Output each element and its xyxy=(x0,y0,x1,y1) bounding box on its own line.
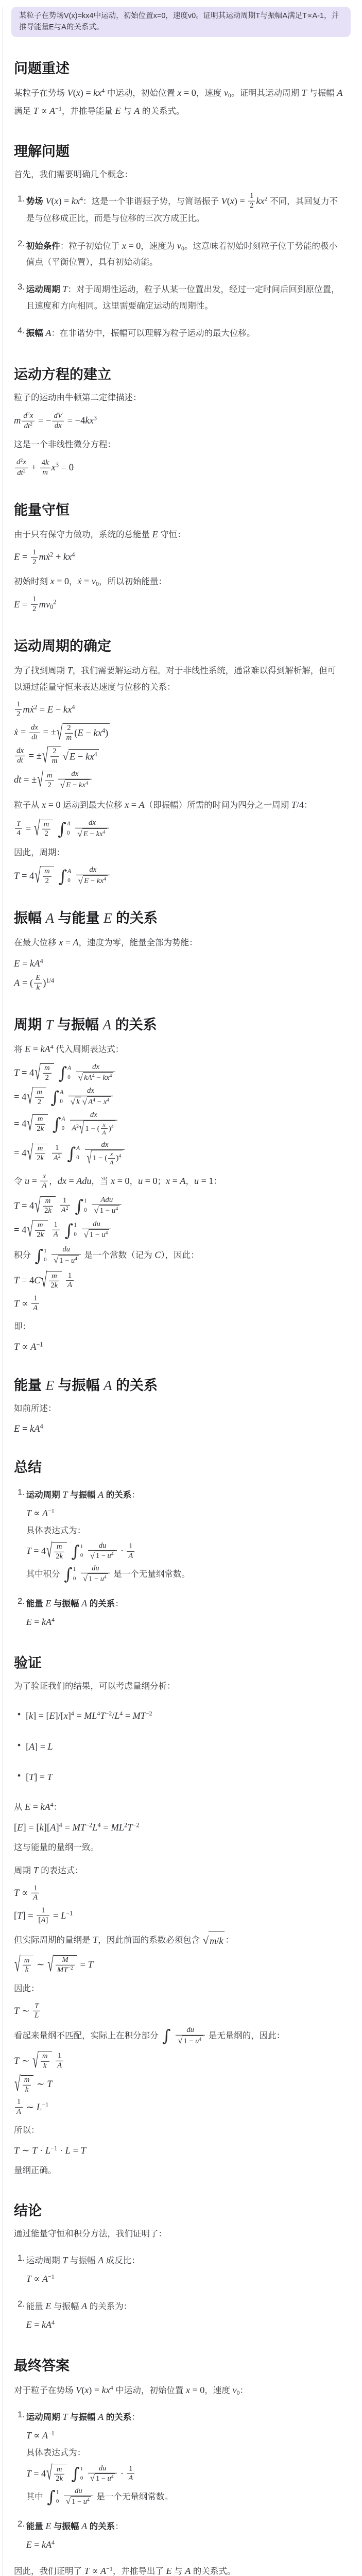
math-line xyxy=(14,1268,343,1292)
paragraph: 为了验证我们的结果，可以考虑量纲分析： xyxy=(14,1682,176,1691)
formula: A xyxy=(337,88,343,98)
formula: x = 0 xyxy=(122,240,141,251)
formula: A = ( $\frac{E}{k}$ )$^{1/4}$ xyxy=(14,973,55,992)
formula: A xyxy=(185,2565,191,2576)
formula: T ∝ $\frac{1}{A}$ xyxy=(14,1888,40,1899)
paragraph: 通过能量守恒和积分方法，我们证明了： xyxy=(14,2229,167,2239)
math-line xyxy=(14,1217,343,1242)
math-block xyxy=(14,596,343,615)
formula: T ∼ $T \cdot L^{-1} \cdot L = T$ xyxy=(14,2144,86,2157)
list-item xyxy=(18,2407,343,2509)
formula: $E = kA^4$ xyxy=(26,2318,55,2330)
math-line xyxy=(26,2465,343,2484)
formula: A xyxy=(98,2255,104,2265)
list-item-content xyxy=(26,2296,343,2334)
formula: x = 0 xyxy=(177,88,196,98)
formula: A xyxy=(98,2412,104,2422)
list-item xyxy=(18,2250,343,2289)
formula: A xyxy=(102,1016,112,1032)
formula: $E = kA^4$ xyxy=(26,2538,55,2550)
list-item-text: 振幅 A：在非谐势中，振幅可以理解为粒子运动的最大位移。 xyxy=(26,328,255,338)
formula: $T \propto A^{-1}$ xyxy=(26,1507,55,1518)
paragraph: 周期 T 的表达式： xyxy=(14,1865,83,1875)
math-block xyxy=(14,957,343,993)
formula: ∫ 1 0 du √ $1 - u^4$ xyxy=(62,1569,111,1579)
math-block xyxy=(14,701,343,791)
paragraph: 粒子的运动由牛顿第二定律描述： xyxy=(14,393,142,402)
list-item-text xyxy=(26,1707,343,1724)
formula: V(x) = $\frac{1}{2}$ $kx^2$ xyxy=(221,192,268,210)
paragraph: 积分 ∫ 1 0 du √ $1 - u^4$ 是一个常数（记为 C），因此： xyxy=(14,1245,199,1265)
list-item-content xyxy=(26,1737,343,1756)
math-line xyxy=(14,1084,343,1109)
section-heading: 周期 T 与振幅 A 的关系 xyxy=(14,1016,157,1032)
formula: $E = kA^4$ xyxy=(14,957,43,970)
list-item-content xyxy=(26,236,343,272)
list-number: 1. xyxy=(18,1487,25,1497)
list-number: 2. xyxy=(18,2519,25,2529)
formula: dt = ± √ $\frac{m}{2}$ dx √ $E - kx^4$ xyxy=(14,774,93,785)
formula: $[k] = [E]/[x]^4 = ML^4T^{-2}/L^4 = MT^{-2}$ xyxy=(26,1709,152,1721)
list-item-content xyxy=(26,1706,343,1725)
list-item xyxy=(18,2296,343,2334)
list-item-content xyxy=(26,1485,343,1586)
formula: A xyxy=(134,105,140,116)
formula: T xyxy=(62,284,68,295)
formula: $v_0$ xyxy=(177,240,184,252)
section-heading: 验证 xyxy=(14,1655,42,1671)
formula: = 4 √ $\frac{m}{2k}$ $\frac{1}{A^2}$ ∫ A 0 dx √ 1 − ( $\frac{x}{A}$ )$^4$ xyxy=(14,1148,126,1159)
formula: A xyxy=(81,1598,88,1609)
formula: A xyxy=(81,2520,88,2531)
formula: T/4 xyxy=(291,799,304,810)
math-block xyxy=(14,816,343,840)
math-line xyxy=(14,1885,343,1904)
paragraph: 看起来量纲不匹配，实际上在积分部分 ∫ du √ $1 - u^4$ 是无量纲的，因此： xyxy=(14,2025,285,2046)
list-item xyxy=(18,236,343,272)
formula: $T \propto A^{-1}$ xyxy=(26,2273,55,2284)
formula: [T] = $\frac{1}{[A]}$ = $L^{-1}$ xyxy=(14,1906,73,1924)
list-item-text: 运动周期 T：对于周期性运动，粒子从某一位置出发，经过一定时间后回到原位置，且速度和方向相同。这里需要确定运动的周期性。 xyxy=(26,284,340,311)
formula: A xyxy=(98,1489,104,1500)
list-item xyxy=(18,2516,343,2554)
math-block xyxy=(14,2003,343,2022)
list-item-text: 能量 E 与振幅 A 的关系： xyxy=(26,1598,124,1609)
math-line xyxy=(14,1141,343,1167)
list-item-text: 其中 ∫ 1 0 du √ $1 - u^4$ 是一个无量纲常数。 xyxy=(26,2486,173,2506)
list-number: 2. xyxy=(18,239,25,248)
paragraph: 将 $E = kA^4$ 代入周期表达式： xyxy=(14,1043,124,1054)
formula: A xyxy=(45,328,51,338)
math-line xyxy=(26,2429,343,2443)
math-block xyxy=(14,2144,343,2158)
formula: $V(x) = kx^4$ xyxy=(76,2384,113,2396)
list-item xyxy=(18,1767,343,1787)
math-line xyxy=(14,2072,343,2096)
formula: $T \propto A^{-1}$ xyxy=(33,105,62,116)
section-heading: 运动方程的建立 xyxy=(14,366,111,382)
section-heading: 能量 E 与振幅 A 的关系 xyxy=(14,1378,158,1393)
formula: x = A xyxy=(59,937,79,948)
formula: E xyxy=(115,105,121,116)
paragraph: 量纲正确。 xyxy=(14,2166,57,2176)
math-line xyxy=(14,1060,343,1084)
formula: T xyxy=(62,2255,68,2265)
user-message-bubble: 某粒子在势场V(x)=kx4中运动，初始位置x=0，速度v0。证明其运动周期T与振幅A满足T∝A-1，并推导能量E与A的关系式。 xyxy=(11,7,351,37)
formula: T = 4 √ $\frac{m}{2k}$ ∫ 1 0 du √ $1 - u^4$ · $\frac{1}{A}$ xyxy=(26,1546,136,1556)
math-line xyxy=(26,2318,343,2331)
list-item-text: 运动周期 T 与振幅 A 成反比： xyxy=(26,2255,140,2265)
formula: $V(x) = kx^4$ xyxy=(45,194,83,206)
paragraph: 从 $E = kA^4$： xyxy=(14,1800,62,1812)
list-number: 1. xyxy=(18,194,25,204)
formula: = 4 √ $\frac{m}{2k}$ ∫ A 0 dx $A^2$ √ 1 − ( $\frac{x}{A}$ )$^4$ xyxy=(14,1118,118,1129)
formula: = 4 √ $\frac{m}{2k}$ $\frac{1}{A}$ ∫ 1 0 du √ $1 - u^4$ xyxy=(14,1225,112,1235)
math-line xyxy=(14,412,343,432)
bullet-icon: • xyxy=(18,1709,21,1720)
list-item-text: 能量 E 与振幅 A 的关系为： xyxy=(26,2300,132,2311)
list-item-content xyxy=(26,2407,343,2509)
paragraph: 某粒子在势场 $V(x) = kx^4$ 中运动，初始位置 x = 0，速度 $v_0$。证明其运动周期 T 与振幅 A 满足 $T \propto A^{-1}$，并推导能量 E 与 A 的关系式。 xyxy=(14,87,343,116)
paragraph: 在最大位移 x = A，速度为零，能量全部为势能： xyxy=(14,937,198,948)
assistant-response xyxy=(0,60,362,2576)
formula: ẋ = $\frac{dx}{dt}$ = ± √ $\frac{2}{m}$ $(E - kx^4)$ xyxy=(14,727,110,738)
math-block xyxy=(14,1268,343,1314)
list-item xyxy=(18,1706,343,1725)
section-heading: 结论 xyxy=(14,2202,42,2218)
formula: T xyxy=(301,88,307,98)
paragraph: 如前所述： xyxy=(14,1404,57,1414)
list-item-content xyxy=(26,323,343,343)
math-block xyxy=(14,1193,343,1242)
formula: x = 0 xyxy=(42,799,61,810)
formula: √ $\frac{m}{k}$ ∼ √ $\frac{M}{MT^{-2}}$ = T xyxy=(14,1953,93,1976)
list-item-content xyxy=(26,279,343,315)
formula: T xyxy=(93,1934,98,1945)
math-line xyxy=(14,1422,343,1436)
math-line xyxy=(14,770,343,791)
list-number: 1. xyxy=(18,2410,25,2420)
list-number: 1. xyxy=(18,2253,25,2263)
section-heading: 理解问题 xyxy=(14,143,70,159)
formula: m $\frac{d^2x}{dt^2}$ = − $\frac{dV}{dx}$ = $-4kx^3$ xyxy=(14,411,97,430)
list-item-content xyxy=(26,1767,343,1787)
numbered-list xyxy=(18,2250,343,2335)
math-line xyxy=(14,1907,343,1926)
math-line xyxy=(14,816,343,840)
math-line xyxy=(14,1821,343,1835)
math-line xyxy=(26,2272,343,2285)
list-number: 2. xyxy=(18,2299,25,2309)
list-number: 4. xyxy=(18,326,25,336)
math-line xyxy=(14,2098,343,2117)
formula: u = $\frac{x}{A}$ xyxy=(25,1176,49,1186)
list-item xyxy=(18,279,343,315)
list-item-text: 具体表达式为： xyxy=(26,2448,86,2458)
formula: $\frac{1}{2}$ mẋ$^2$ = $E - kx^4$ xyxy=(14,704,75,715)
formula: T xyxy=(62,2412,68,2422)
formula: ∫ 1 0 du √ $1 - u^4$ xyxy=(33,1250,82,1260)
paragraph: 因此： xyxy=(14,1984,40,1993)
formula: u = 1 xyxy=(194,1175,214,1186)
section-heading: 总结 xyxy=(14,1460,42,1476)
section-heading: 运动周期的确定 xyxy=(14,638,111,654)
paragraph: 粒子从 x = 0 运动到最大位移 x = A（即振幅）所需的时间为四分之一周期 T/4： xyxy=(14,799,313,810)
numbered-list xyxy=(18,1485,343,1632)
formula: ∫ 1 0 du √ $1 - u^4$ xyxy=(45,2491,94,2501)
math-line xyxy=(26,1616,343,1629)
formula: x = 0 xyxy=(111,1175,130,1186)
list-item-content xyxy=(26,191,343,228)
formula: E = $\frac{1}{2}$ $mv_0^2$ xyxy=(14,595,57,613)
formula: C xyxy=(154,1250,161,1261)
math-block xyxy=(14,458,343,478)
formula: $\frac{d^2x}{dt^2}$ + $\frac{4k}{m}$ $x^3 = 0$ xyxy=(14,462,74,473)
list-number: 3. xyxy=(18,282,25,292)
formula: $\frac{1}{A}$ ∼ $L^{-1}$ xyxy=(14,2102,48,2113)
list-item-text: 势场 $V(x) = kx^4$：这是一个非谐振子势，与简谐振子 V(x) = $\frac{1}{2}$ $kx^2$ 不同，其回复力不是与位移成正比，而是与位移的三次方成正比。 xyxy=(26,192,338,224)
formula: ∫ du √ $1 - u^4$ xyxy=(161,2030,206,2041)
paragraph: 但实际周期的量纲是 T，因此前面的系数必须包含 √ m/k ： xyxy=(14,1931,343,1950)
math-line xyxy=(14,974,343,993)
chat-panel xyxy=(0,7,362,2576)
section-heading: 振幅 A 与能量 E 的关系 xyxy=(14,910,158,926)
formula: x = A xyxy=(166,1175,186,1186)
list-item xyxy=(18,323,343,343)
formula: ẋ = $v_0$ xyxy=(77,576,99,588)
formula: T ∼ $\frac{T}{L}$ xyxy=(14,2006,41,2016)
formula: A xyxy=(104,1378,112,1393)
math-line xyxy=(14,863,343,888)
formula: E xyxy=(152,529,158,539)
list-item-text xyxy=(26,1768,343,1786)
math-line xyxy=(26,2538,343,2551)
formula: E xyxy=(104,910,112,926)
list-item-text: 初始条件：粒子初始位于 x = 0，速度为 $v_0$。这意味着初始时刻粒子位于势能的极小值点（平衡位置），具有初始动能。 xyxy=(26,240,337,267)
math-line xyxy=(14,2144,343,2158)
section-heading: 问题重述 xyxy=(14,60,70,76)
formula: $T \propto A^{-1}$ xyxy=(14,1341,43,1353)
math-block xyxy=(14,1885,343,1926)
math-block xyxy=(14,1821,343,1835)
paragraph: 这与能量的量纲一致。 xyxy=(14,1843,99,1853)
formula: $E = kA^4$ xyxy=(25,1043,54,1054)
bullet-icon: • xyxy=(18,1770,21,1781)
math-line xyxy=(26,1506,343,1520)
list-item-content xyxy=(26,2250,343,2289)
formula: $V(x) = kx^4$ xyxy=(67,87,105,98)
paragraph: 初始时刻 x = 0，ẋ = $v_0$，所以初始能量： xyxy=(14,576,167,588)
bullet-icon: • xyxy=(18,1739,21,1750)
math-line xyxy=(14,1193,343,1217)
math-line xyxy=(14,701,343,720)
formula: T = 4 √ $\frac{m}{2k}$ $\frac{1}{A^2}$ ∫ 1 0 Adu √ $1 - u^4$ xyxy=(14,1200,123,1211)
list-item-content xyxy=(26,1594,343,1632)
paragraph: 首先，我们需要明确几个概念： xyxy=(14,170,133,179)
formula: E xyxy=(45,2300,51,2311)
section-heading: 能量守恒 xyxy=(14,502,70,518)
list-item-text: 具体表达式为： xyxy=(26,1526,86,1535)
math-line xyxy=(14,743,343,768)
list-item xyxy=(18,191,343,228)
formula: $E = kA^4$ xyxy=(26,1616,55,1628)
list-item xyxy=(18,1737,343,1756)
math-line xyxy=(14,2048,343,2073)
paragraph: 所以： xyxy=(14,2125,40,2135)
math-line xyxy=(14,1955,343,1976)
math-block xyxy=(14,1422,343,1436)
math-line xyxy=(14,596,343,615)
formula: = 4 √ $\frac{m}{2}$ ∫ A 0 dx √ k √ $A^4 - x^4$ xyxy=(14,1092,114,1103)
formula: $v_0$ xyxy=(232,2385,240,2397)
paragraph: 因此，周期： xyxy=(14,848,65,857)
paragraph: 对于粒子在势场 $V(x) = kx^4$ 中运动，初始位置 x = 0，速度 $v_0$： xyxy=(14,2384,248,2397)
math-block xyxy=(14,1340,343,1354)
formula: A xyxy=(45,910,55,926)
math-block xyxy=(14,1060,343,1167)
formula: x = 0 xyxy=(50,576,70,587)
math-block xyxy=(14,863,343,888)
formula: √ $\frac{m}{k}$ ∼ T xyxy=(14,2072,53,2096)
formula: $[E] = [k][A]^4 = MT^{-2}L^4 = ML^2T^{-2}$ xyxy=(14,1821,140,1834)
formula: A xyxy=(81,2300,88,2311)
formula: T = 4 √ $\frac{m}{2}$ ∫ A 0 dx √ $E - kx^4$ xyxy=(14,871,111,882)
paragraph: 因此，我们证明了 $T \propto A^{-1}$，并推导出了 E 与 A 的关系式。 xyxy=(14,2565,236,2576)
math-line xyxy=(14,720,343,744)
list-item-text: 运动周期 T 与振幅 A 的关系： xyxy=(26,1489,140,1500)
formula: $E = kA^4$ xyxy=(14,1422,43,1435)
formula: E xyxy=(166,2565,172,2576)
paragraph: 令 u = $\frac{x}{A}$ ，dx = Adu，当 x = 0，u = 0；x = A，u = 1： xyxy=(14,1172,222,1190)
formula: dx = Adu xyxy=(57,1175,92,1186)
formula: [A] = L xyxy=(26,1741,53,1752)
formula: u = 0 xyxy=(138,1175,158,1186)
math-line xyxy=(14,549,343,568)
formula: $\frac{dx}{dt}$ = ± √ $\frac{2}{m}$ √ $E - kx^4$ xyxy=(14,751,99,761)
paragraph: 为了找到周期 T，我们需要解运动方程。对于非线性系统，通常难以得到解析解，但可以通过能量守恒来表达速度与位移的关系： xyxy=(14,665,336,692)
formula: x = 0 xyxy=(185,2385,205,2396)
math-block xyxy=(14,1955,343,1976)
list-item-content xyxy=(26,2516,343,2554)
section-heading: 最终答案 xyxy=(14,2358,70,2374)
math-line xyxy=(26,1542,343,1562)
list-item xyxy=(18,1485,343,1586)
formula: $T \propto A^{-1}$ xyxy=(84,2565,113,2576)
math-line xyxy=(14,2003,343,2022)
formula: T = 4 √ $\frac{m}{2k}$ ∫ 1 0 du √ $1 - u^4$ · $\frac{1}{A}$ xyxy=(26,2468,136,2479)
formula: $T \propto A^{-1}$ xyxy=(26,2429,55,2441)
formula: T ∼ √ $\frac{m}{k}$ $\frac{1}{A}$ xyxy=(14,2056,64,2066)
formula: E xyxy=(45,1378,55,1393)
formula: E = $\frac{1}{2}$ mẋ$^2$ + $kx^4$ xyxy=(14,548,75,566)
list-item xyxy=(18,1594,343,1632)
numbered-list xyxy=(18,191,343,343)
panel-left-border xyxy=(2,7,3,2576)
paragraph: 即： xyxy=(14,1321,31,1331)
paragraph: 这是一个非线性微分方程： xyxy=(14,439,116,449)
math-line xyxy=(14,458,343,478)
paragraph: 由于只有保守力做功，系统的总能量 E 守恒： xyxy=(14,529,186,539)
numbered-list xyxy=(18,2407,343,2554)
formula: T xyxy=(62,1489,68,1500)
formula: [T] = T xyxy=(26,1772,53,1783)
formula: T xyxy=(45,1016,54,1032)
math-line xyxy=(14,1295,343,1314)
formula: x = A xyxy=(125,799,145,810)
math-line xyxy=(14,957,343,971)
list-number: 2. xyxy=(18,1597,25,1606)
list-item-text: 其中积分 ∫ 1 0 du √ $1 - u^4$ 是一个无量纲常数。 xyxy=(26,1564,190,1584)
formula: T xyxy=(67,665,73,675)
formula: T xyxy=(33,1865,39,1875)
formula: T ∝ $\frac{1}{A}$ xyxy=(14,1298,40,1309)
formula: E xyxy=(45,2520,51,2531)
list-item-text: 能量 E 与振幅 A 的关系： xyxy=(26,2520,124,2531)
formula: $\frac{T}{4}$ = √ $\frac{m}{2}$ ∫ A 0 dx √ $E - kx^4$ xyxy=(14,823,110,834)
bullet-list xyxy=(18,1706,343,1787)
formula: T = 4C √ $\frac{m}{2k}$ $\frac{1}{A}$ xyxy=(14,1275,75,1286)
math-line xyxy=(14,1111,343,1137)
list-item-text: 运动周期 T 与振幅 A 的关系： xyxy=(26,2412,140,2422)
math-line xyxy=(14,1340,343,1354)
formula: T = 4 √ $\frac{m}{2}$ ∫ A 0 dx √ $kA^4 - kx^4$ xyxy=(14,1067,116,1078)
math-block xyxy=(14,2048,343,2117)
formula: √ m/k xyxy=(202,1935,226,1945)
formula: $v_0$ xyxy=(223,88,231,99)
math-block xyxy=(14,412,343,432)
math-block xyxy=(14,549,343,568)
formula: $E = kA^4$ xyxy=(25,1800,54,1812)
formula: E xyxy=(45,1598,51,1609)
